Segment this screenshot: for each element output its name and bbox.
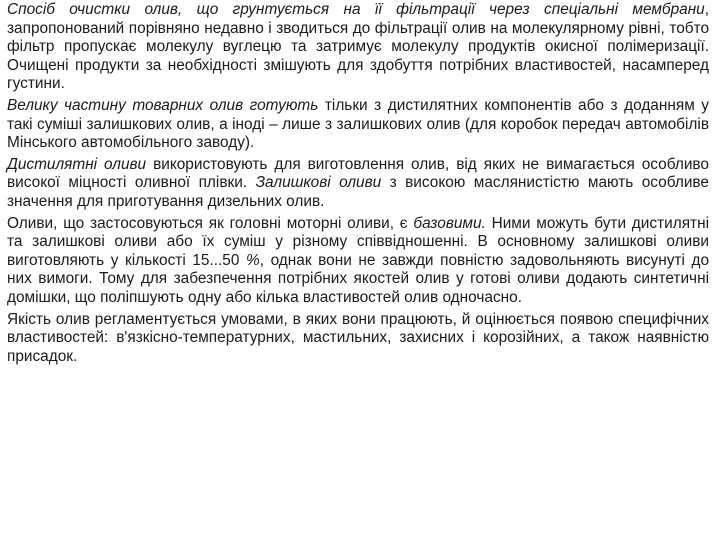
paragraph-text-segment: Оливи, що застосовуються як головні моторні оливи, є — [7, 214, 414, 232]
paragraph-base-oils — [7, 215, 709, 308]
paragraph-text-segment: Ними можуть бути дистилятні та залишкові оливи або їх суміш у різному співвідношенні. В основному залишкові оливи виготовляють у кількості 15...50 — [7, 214, 710, 269]
paragraph-text-segment: Залишкові оливи — [255, 174, 382, 192]
document-page — [7, 1, 709, 366]
paragraph-text-segment: , однак вони не завжди повністю задовольняють висунуті до них вимоги. Тому для забезпечення потрібних якостей олив у готові оливи додають синтетичні домішки, що поліпшують одну або кілька властивостей олив одночасно. — [7, 251, 709, 306]
paragraph-text-segment: % — [246, 251, 260, 269]
paragraph-oil-quality — [7, 311, 709, 367]
paragraph-commercial-oils — [7, 97, 709, 153]
paragraph-text-segment: Якість олив регламентується умовами, в яких вони працюють, й оцінюється появою специфічних властивостей: в'язкісно-температурних, мастильних, захисних і корозійних, а також наявністю присадок. — [7, 310, 709, 365]
paragraph-membrane-filtration — [7, 1, 709, 94]
paragraph-distillate-oils — [7, 156, 709, 212]
paragraph-text-segment: з високою маслянистістю мають особливе значення для приготування дизельних олив. — [7, 174, 709, 210]
paragraph-text-segment: Дистилятні оливи — [7, 155, 147, 173]
paragraph-text-segment: Велику частину товарних олив готують — [7, 96, 319, 114]
paragraph-text-segment: використовують для виготовлення олив, від яких не вимагається особливо високої міцності оливної плівки. — [7, 155, 709, 192]
paragraph-text-segment: , запропонований порівняно недавно і зводиться до фільтрації олив на молекулярному рівні, тобто фільтр пропускає молекулу вуглецю та затримує молекулу продуктів окисної полімеризації. Очищені продукти за необхідності змішують для здобуття потрібних властивостей, насамперед густини. — [7, 1, 709, 93]
paragraph-text-segment: Спосіб очистки олив, що грунтується на її фільтрації через спеціальні мембрани — [7, 1, 705, 18]
paragraph-text-segment: тільки з дистилятних компонентів або з доданням у такі суміші залишкових олив, а іноді – лише з залишкових олив (для коробок передач автомобілів Мінського автомобільного заводу). — [7, 96, 710, 152]
paragraph-text-segment: базовими. — [413, 214, 486, 232]
